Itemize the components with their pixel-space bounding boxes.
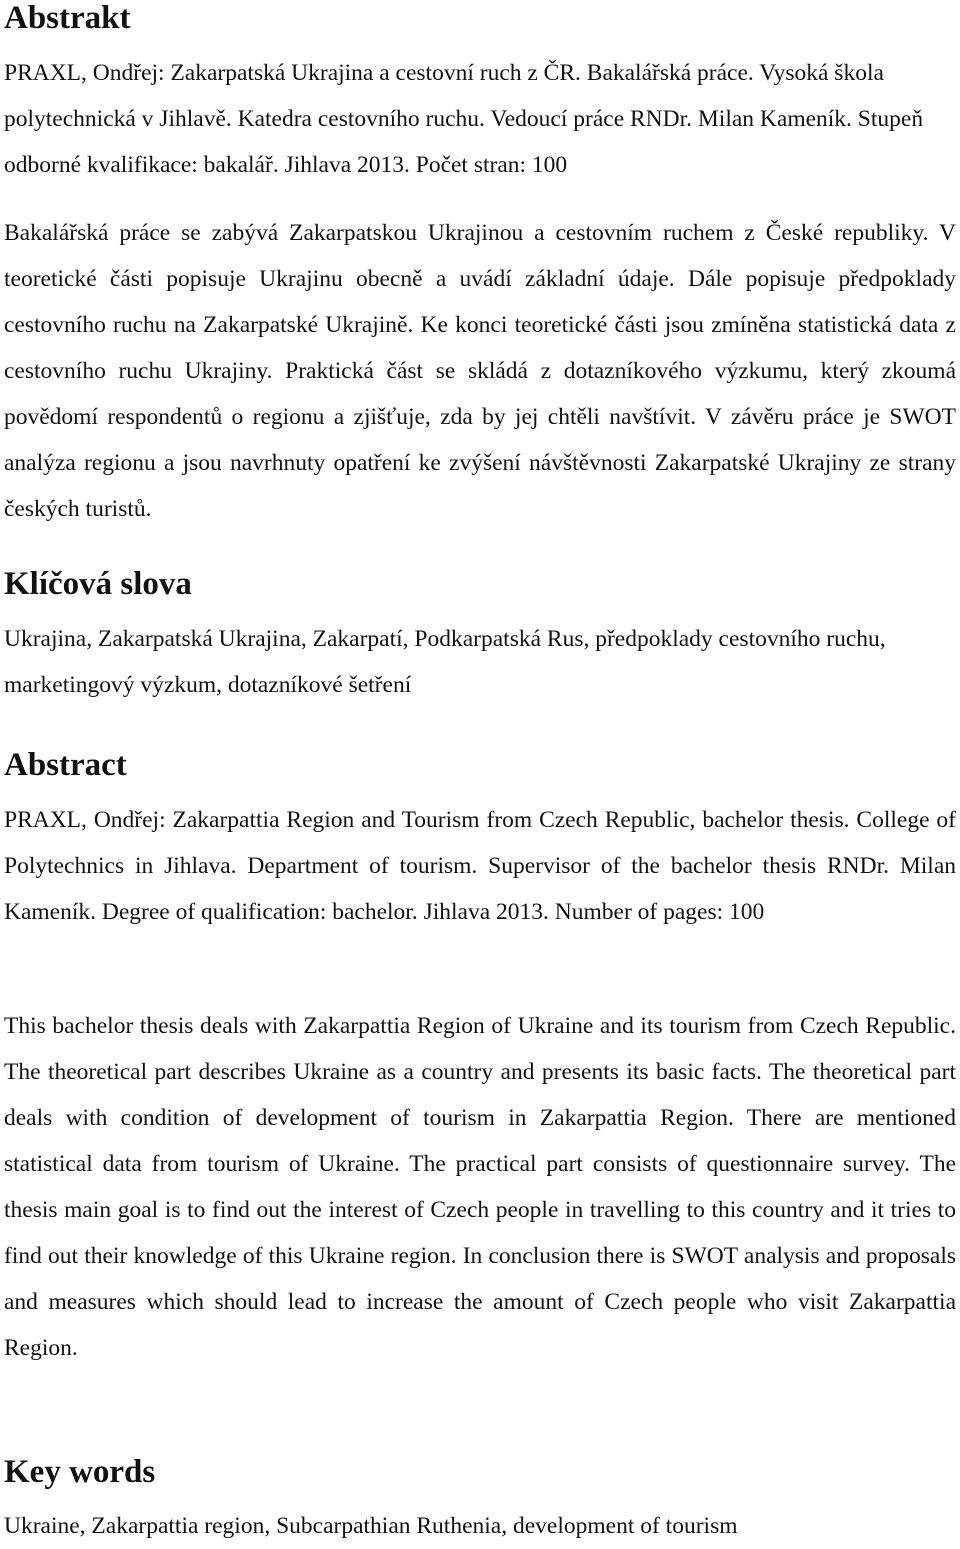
key-words-text: Ukraine, Zakarpattia region, Subcarpathian Ruthenia, development of tourism bbox=[4, 1513, 738, 1539]
abstrakt-heading: Abstrakt bbox=[4, 0, 131, 36]
abstrakt-body: Bakalářská práce se zabývá Zakarpatskou Ukrajinou a cestovním ruchem z České republiky. V teoretické části popisuje Ukrajinu obecně a uvádí základní údaje. Dále popisuje předpoklady cestovního ruchu na Zakarpatské Ukrajině. Ke konci teoretické části jsou zmíněna statistická data z cestovního ruchu Ukrajiny. Praktická část se skládá z dotazníkového výzkumu, který zkoumá povědomí respondentů o regionu a zjišťuje, zda by jej chtěli navštívit. V závěru práce je SWOT analýza regionu a jsou navrhnuty opatření ke zvýšení návštěvnosti Zakarpatské Ukrajiny ze strany českých turistů. bbox=[4, 220, 956, 522]
abstract-citation: PRAXL, Ondřej: Zakarpattia Region and Tourism from Czech Republic, bachelor thesis. College of Polytechnics in Jihlava. Department of tourism. Supervisor of the bachelor thesis RNDr. Milan Kameník. Degree of qualification: bachelor. Jihlava 2013. Number of pages: 100 bbox=[4, 807, 956, 925]
klicova-slova-heading: Klíčová slova bbox=[4, 566, 192, 602]
abstract-heading: Abstract bbox=[4, 747, 127, 783]
abstract-body: This bachelor thesis deals with Zakarpattia Region of Ukraine and its tourism from Czech Republic. The theoretical part describes Ukraine as a country and presents its basic facts. The theoretical part deals with condition of development of tourism in Zakarpattia Region. There are mentioned statistical data from tourism of Ukraine. The practical part consists of questionnaire survey. The thesis main goal is to find out the interest of Czech people in travelling to this country and it tries to find out their knowledge of this Ukraine region. In conclusion there is SWOT analysis and proposals and measures which should lead to increase the amount of Czech people who visit Zakarpattia Region. bbox=[4, 1013, 956, 1361]
abstrakt-citation: PRAXL, Ondřej: Zakarpatská Ukrajina a cestovní ruch z ČR. Bakalářská práce. Vysoká škola polytechnická v Jihlavě. Katedra cestovního ruchu. Vedoucí práce RNDr. Milan Kameník. Stupeň odborné kvalifikace: bakalář. Jihlava 2013. Počet stran: 100 bbox=[4, 60, 924, 178]
klicova-slova-text: Ukrajina, Zakarpatská Ukrajina, Zakarpatí, Podkarpatská Rus, předpoklady cestovního ruchu, marketingový výzkum, dotazníkové šetření bbox=[4, 626, 886, 698]
key-words-heading: Key words bbox=[4, 1454, 156, 1490]
